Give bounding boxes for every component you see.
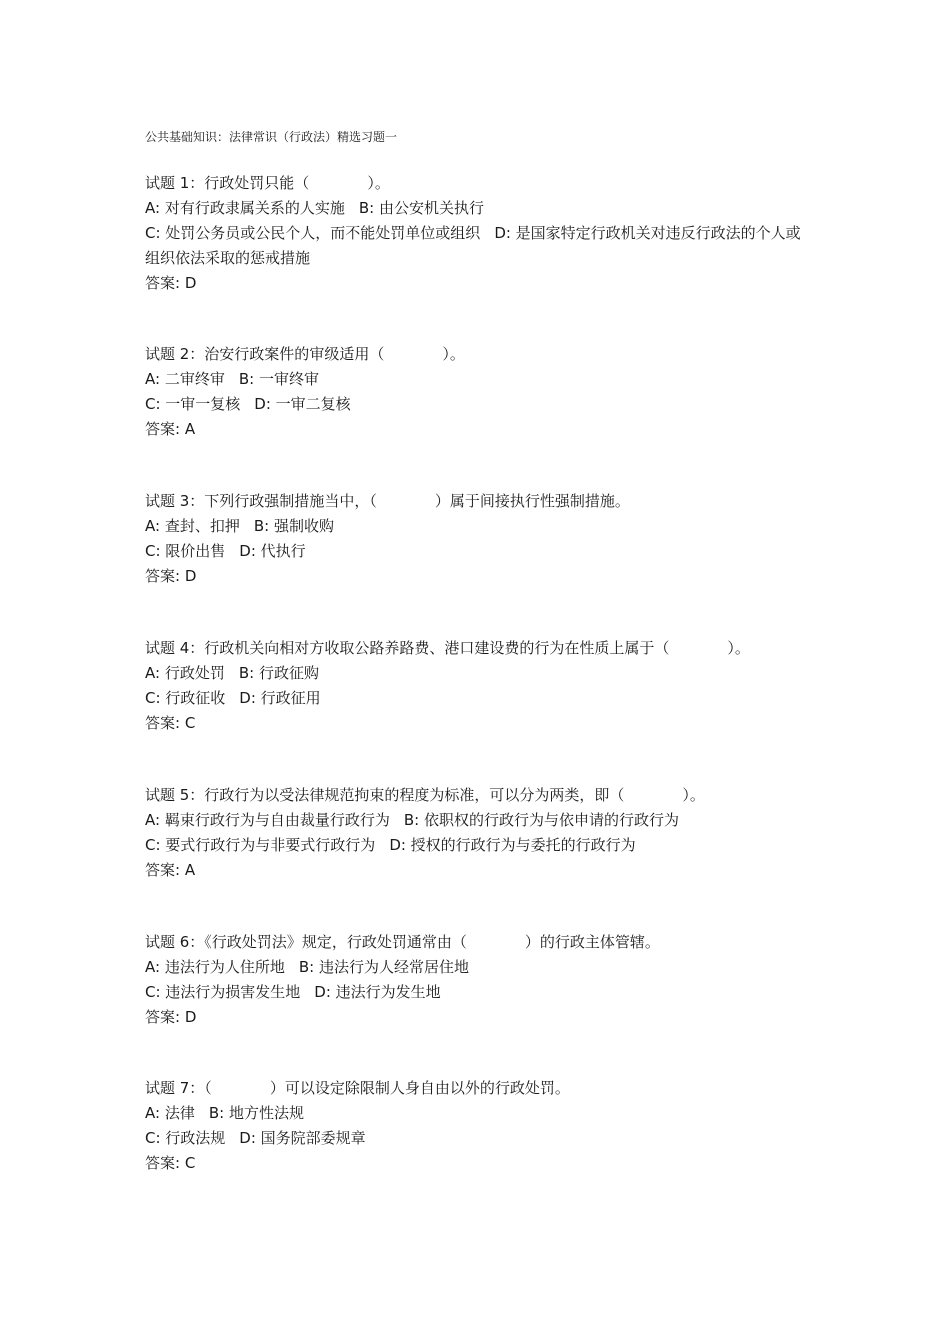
option-b: B: 地方性法规 — [208, 1104, 304, 1122]
document-title: 公共基础知识：法律常识（行政法）精选习题一 — [145, 130, 398, 144]
answer: 答案: D — [145, 1008, 197, 1026]
answer: 答案: D — [145, 274, 197, 292]
option-d: D: 是国家特定行政机关对违反行政法的个人或组织依法采取的惩戒措施 — [145, 224, 801, 267]
option-c: C: 限价出售 — [145, 542, 226, 560]
options-row-1 — [145, 196, 815, 221]
answer: 答案: C — [145, 714, 196, 732]
question-prompt: 试题 2：治安行政案件的审级适用（ ）。 — [145, 345, 465, 363]
option-d: D: 代执行 — [239, 542, 306, 560]
options-row-1 — [145, 1101, 815, 1126]
options-row-1 — [145, 514, 815, 539]
option-c: C: 行政征收 — [145, 689, 226, 707]
option-a: A: 对有行政隶属关系的人实施 — [145, 199, 345, 217]
option-c: C: 要式行政行为与非要式行政行为 — [145, 836, 376, 854]
option-b: B: 由公安机关执行 — [358, 199, 484, 217]
question-3 — [145, 489, 815, 589]
option-d: D: 授权的行政行为与委托的行政行为 — [389, 836, 636, 854]
question-prompt: 试题 5：行政行为以受法律规范拘束的程度为标准，可以分为两类，即（ ）。 — [145, 786, 705, 804]
option-c: C: 行政法规 — [145, 1129, 226, 1147]
options-row-2 — [145, 833, 815, 858]
options-row-1 — [145, 808, 815, 833]
options-row-2 — [145, 539, 815, 564]
option-a: A: 行政处罚 — [145, 664, 225, 682]
option-a: A: 查封、扣押 — [145, 517, 240, 535]
options-row-2 — [145, 980, 815, 1005]
question-5 — [145, 783, 815, 883]
option-d: D: 一审二复核 — [254, 395, 351, 413]
answer: 答案: C — [145, 1154, 196, 1172]
options-row-2 — [145, 1126, 815, 1151]
question-2 — [145, 342, 815, 442]
question-4 — [145, 636, 815, 736]
option-d: D: 违法行为发生地 — [314, 983, 441, 1001]
question-prompt: 试题 1：行政处罚只能（ ）。 — [145, 174, 390, 192]
question-prompt: 试题 3：下列行政强制措施当中，（ ）属于间接执行性强制措施。 — [145, 492, 630, 510]
answer: 答案: D — [145, 567, 197, 585]
option-c: C: 违法行为损害发生地 — [145, 983, 301, 1001]
option-b: B: 依职权的行政行为与依申请的行政行为 — [403, 811, 679, 829]
options-row-2 — [145, 392, 815, 417]
option-a: A: 二审终审 — [145, 370, 225, 388]
question-prompt: 试题 4：行政机关向相对方收取公路养路费、港口建设费的行为在性质上属于（ ）。 — [145, 639, 750, 657]
options-row-1 — [145, 367, 815, 392]
options-row-2 — [145, 686, 815, 711]
question-1 — [145, 171, 815, 296]
option-d: D: 国务院部委规章 — [239, 1129, 366, 1147]
option-b: B: 行政征购 — [238, 664, 319, 682]
option-b: B: 强制收购 — [253, 517, 334, 535]
answer: 答案: A — [145, 861, 196, 879]
question-prompt: 试题 6：《行政处罚法》规定，行政处罚通常由（ ）的行政主体管辖。 — [145, 933, 660, 951]
question-7 — [145, 1076, 815, 1176]
options-row-1 — [145, 955, 815, 980]
options-row-1 — [145, 661, 815, 686]
option-a: A: 法律 — [145, 1104, 195, 1122]
option-b: B: 一审终审 — [238, 370, 319, 388]
option-d: D: 行政征用 — [239, 689, 321, 707]
option-c: C: 处罚公务员或公民个人，而不能处罚单位或组织 — [145, 224, 481, 242]
answer: 答案: A — [145, 420, 196, 438]
option-b: B: 违法行为人经常居住地 — [298, 958, 469, 976]
question-prompt: 试题 7：（ ）可以设定除限制人身自由以外的行政处罚。 — [145, 1079, 570, 1097]
options-row-2 — [145, 221, 815, 271]
option-a: A: 违法行为人住所地 — [145, 958, 285, 976]
option-a: A: 羁束行政行为与自由裁量行政行为 — [145, 811, 390, 829]
option-c: C: 一审一复核 — [145, 395, 241, 413]
question-6 — [145, 930, 815, 1030]
